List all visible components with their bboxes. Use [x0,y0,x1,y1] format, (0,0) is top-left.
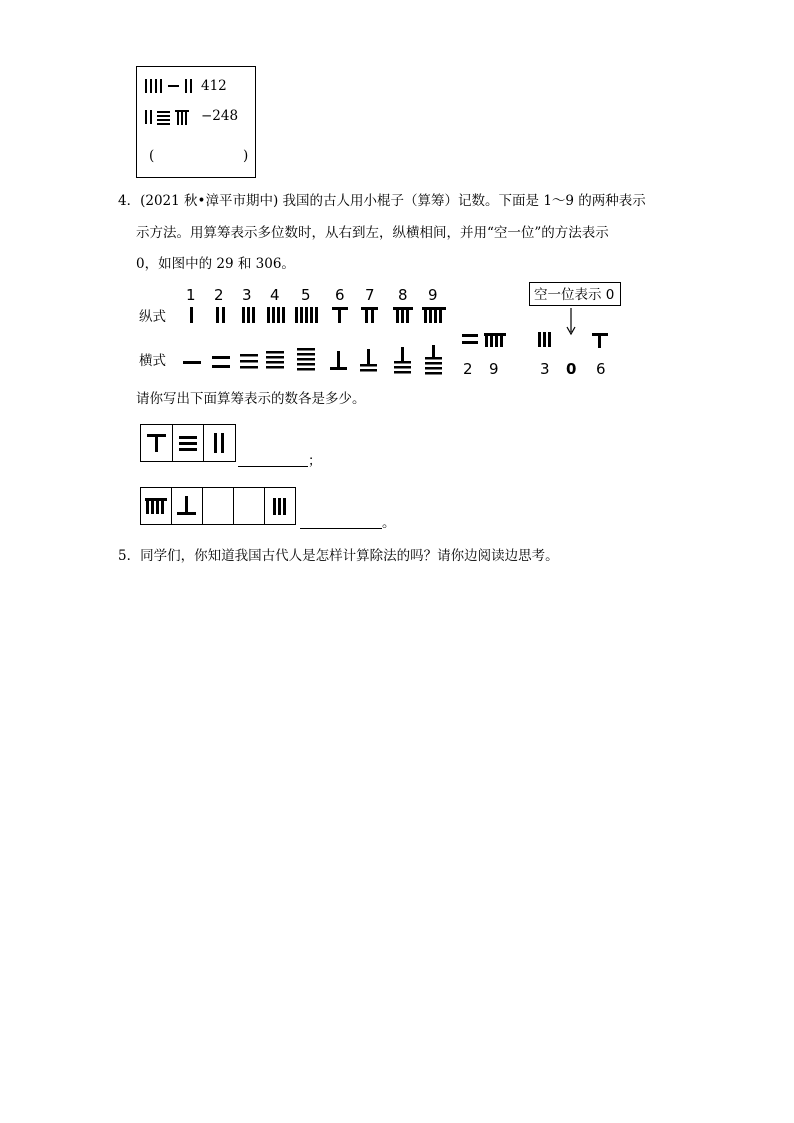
example-29-digit-9: 9 [489,360,499,378]
empty-position-callout [529,282,621,306]
digit-9: 9 [428,286,438,304]
exercise-1-rods [140,424,236,462]
answer-blank-1[interactable] [238,466,308,467]
example-306-digit-6: 6 [596,360,606,378]
horizontal-rods-row [180,345,450,379]
exercise-1-cell-2 [172,424,204,462]
exercise-2-cell-2 [171,487,203,525]
example-box [136,66,256,178]
horizontal-rod-1 [183,361,201,364]
digit-2: 2 [214,286,224,304]
answer-2-period: 。 [382,515,396,531]
horizontal-rod-4 [266,351,284,369]
vertical-rod-9 [422,307,446,323]
digit-8: 8 [398,286,408,304]
digit-header-row [180,286,450,306]
digit-3: 3 [242,286,252,304]
q4-line1: 4．(2021 秋•漳平市期中) 我国的古人用小棍子（算筹）记数。下面是 1～9 的两种表示 [118,193,646,209]
rod-numeral-248 [143,107,203,127]
example-29-digit-2: 2 [463,360,473,378]
value-248: −248 [201,108,239,124]
vertical-rods-row [180,305,450,325]
value-412: 412 [201,78,227,94]
exercise-2-cell-1 [140,487,172,525]
vertical-rod-4 [267,307,285,323]
answer-1-semicolon: ； [308,453,322,469]
q4-line3: 0，如图中的 29 和 306。 [136,256,295,272]
digit-5: 5 [301,286,311,304]
vertical-rod-7 [361,307,378,323]
rod-numeral-412 [143,77,203,95]
example-306-digit-3: 3 [540,360,550,378]
vertical-rod-6 [332,307,348,323]
vertical-rod-3 [242,307,255,323]
horizontal-rod-8 [394,347,411,374]
rod-example-29 [460,330,510,350]
exercise-1-cell-3 [203,424,236,462]
example-306-digit-0: 0 [566,360,577,378]
digit-7: 7 [365,286,375,304]
q5-text: 5．同学们，你知道我国古代人是怎样计算除法的吗？请你边阅读边思考。 [118,548,559,564]
exercise-2-rods [140,487,296,525]
exercise-1-cell-1 [140,424,173,462]
horizontal-rod-6 [330,351,347,370]
vertical-rod-2 [216,307,225,323]
horizontal-rod-2 [212,356,230,368]
exercise-2-cell-3 [202,487,234,525]
vertical-rod-8 [393,307,413,323]
exercise-2-cell-5 [264,487,296,525]
callout-text: 空一位表示 0 [534,287,615,303]
horizontal-label: 横式 [139,353,166,369]
exercise-2-cell-4 [233,487,265,525]
horizontal-rod-9 [425,345,442,375]
digit-4: 4 [270,286,280,304]
vertical-label: 纵式 [139,309,166,325]
horizontal-rod-7 [360,349,377,372]
answer-paren-close: ) [243,148,249,164]
vertical-rod-5 [295,307,318,323]
horizontal-rod-5 [297,348,315,371]
rod-example-306 [534,330,614,350]
digit-6: 6 [335,286,345,304]
q4-line2: 示方法。用算筹表示多位数时，从右到左，纵横相间，并用“空一位”的方法表示 [136,225,609,241]
answer-paren-open: ( [149,148,155,164]
q4-prompt: 请你写出下面算筹表示的数各是多少。 [136,391,366,407]
answer-blank-2[interactable] [300,528,382,529]
digit-1: 1 [186,286,196,304]
horizontal-rod-3 [240,354,258,369]
vertical-rod-1 [190,307,193,323]
